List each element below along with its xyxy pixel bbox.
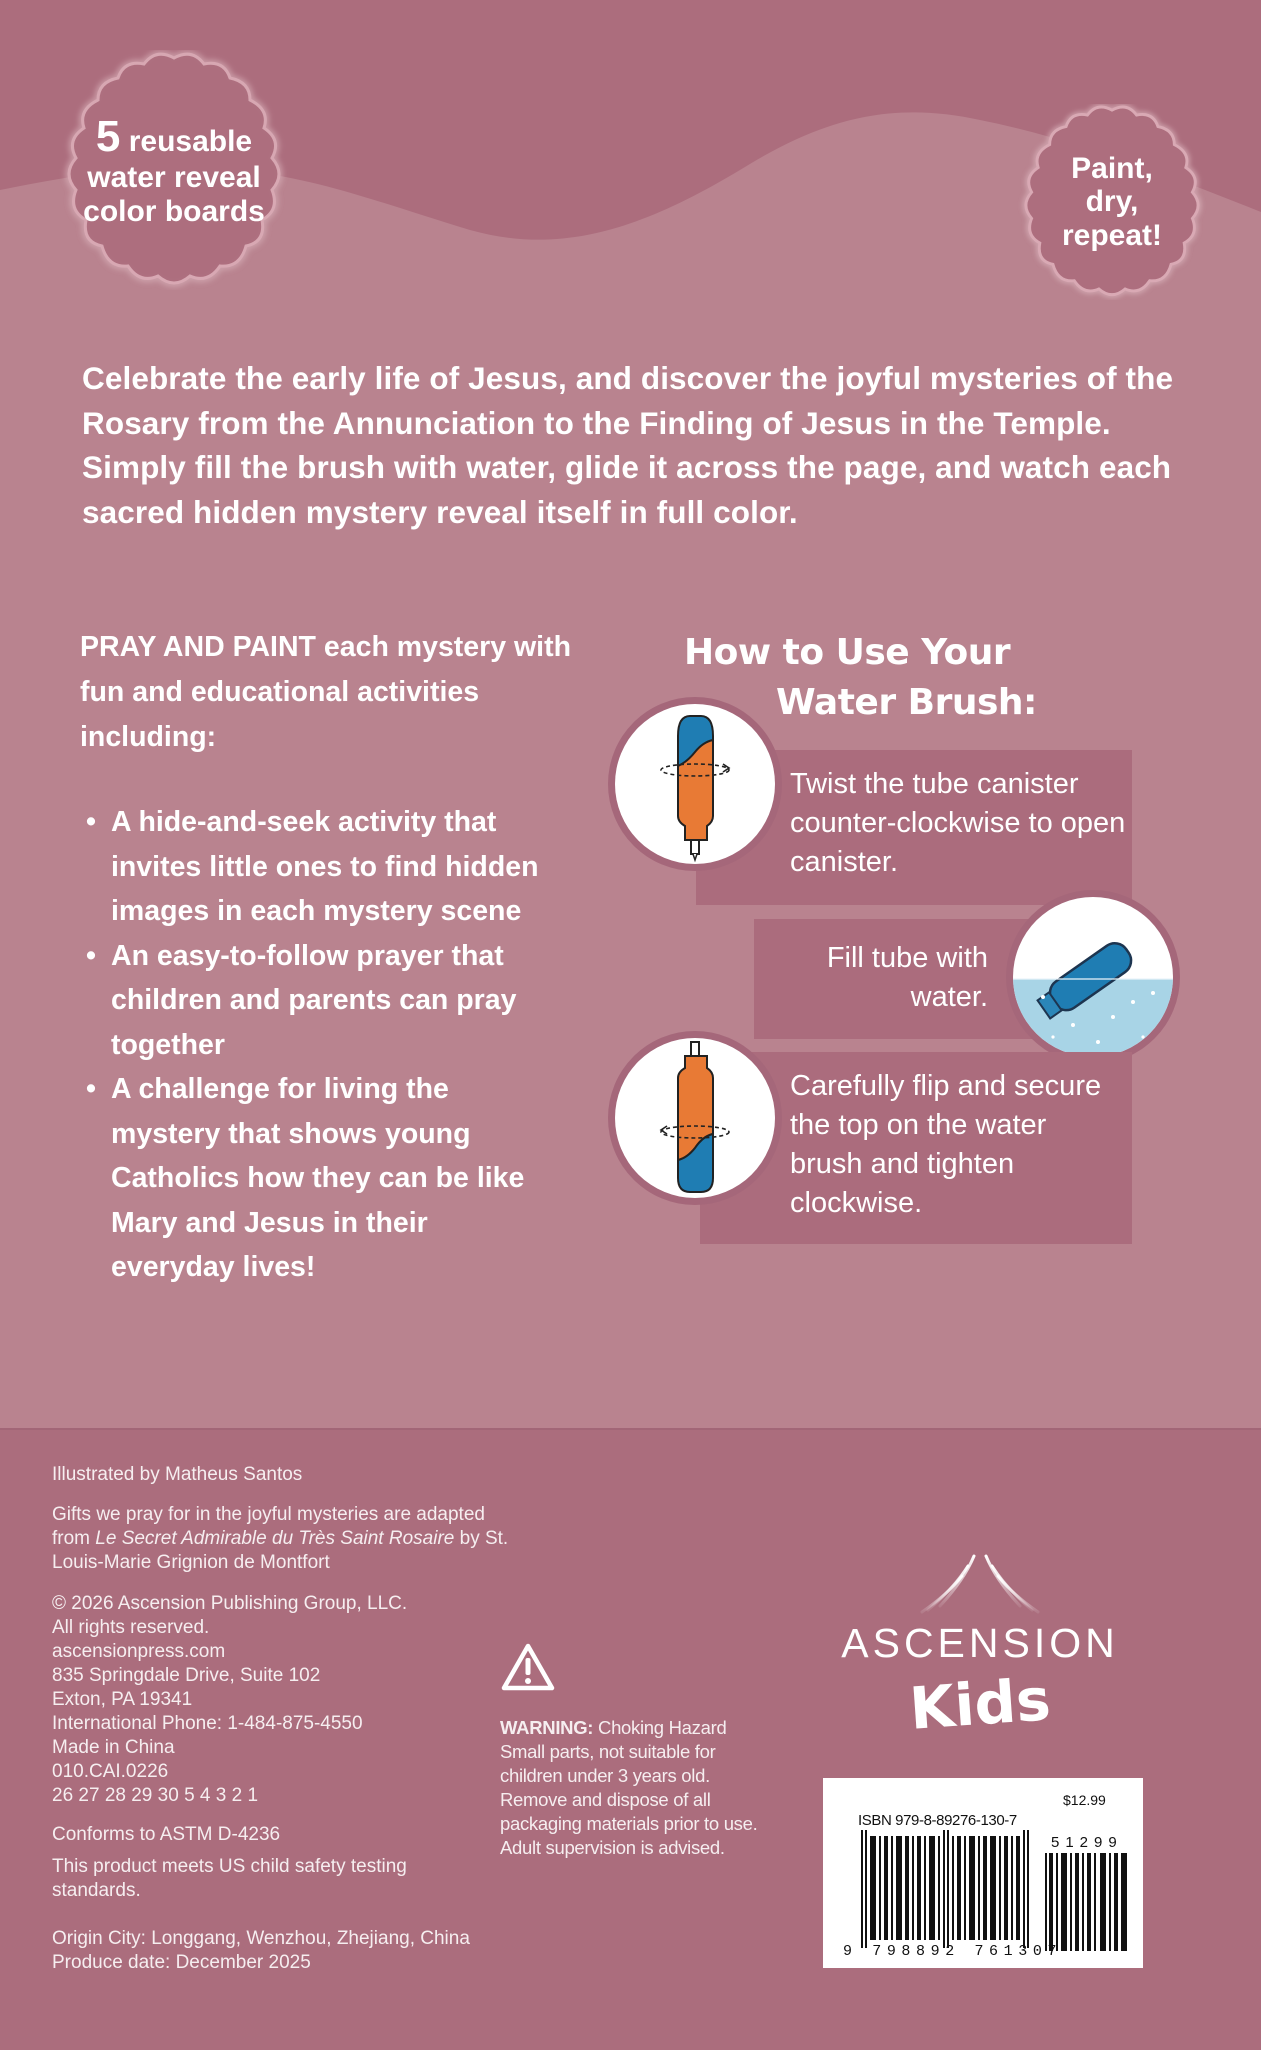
- brush-twist-open-icon: [615, 704, 775, 864]
- badge-line: dry,: [1085, 185, 1139, 219]
- ean-digits: [843, 1943, 1062, 1960]
- website: ascensionpress.com: [52, 1641, 226, 1662]
- badge-line: Paint,: [1071, 151, 1153, 185]
- gifts-credit: [52, 1503, 512, 1575]
- badge-line: water reveal: [87, 161, 261, 195]
- list-item: [84, 800, 544, 934]
- list-item-text: An easy-to-follow prayer that children and parents can pray together: [111, 939, 517, 1061]
- produce-date: Produce date: December 2025: [52, 1952, 311, 1973]
- warning-line: Remove and dispose of all: [500, 1789, 711, 1810]
- ascension-rays-icon: [830, 1540, 1130, 1620]
- phone: International Phone: 1-484-875-4550: [52, 1713, 363, 1734]
- activities-list: [84, 800, 544, 1290]
- rights: All rights reserved.: [52, 1617, 210, 1638]
- warning-text: [500, 1716, 800, 1860]
- illustrator-credit: Illustrated by Matheus Santos: [52, 1464, 303, 1485]
- warning-triangle-icon: [500, 1642, 556, 1692]
- intro-description: Celebrate the early life of Jesus, and discover the joyful mysteries of the Rosary from the Annunciation to the Finding of Jesus in the Temple. Simply fill the brush with water, glide it across the page, and watch each sacred hidden mystery reveal itself in full color.: [82, 360, 1174, 530]
- list-item-text: A challenge for living the mystery that shows young Catholics how they can be like Mary and Jesus in their everyday lives!: [111, 1073, 525, 1283]
- logo-brand: ASCENSION: [841, 1620, 1119, 1666]
- warning-label: WARNING:: [500, 1717, 594, 1738]
- warning-line: children under 3 years old.: [500, 1765, 710, 1786]
- brush-twist-close-icon: [615, 1038, 775, 1198]
- badge-number: 5: [95, 111, 121, 161]
- step-1-text: Twist the tube canister counter-clockwise to open canister.: [790, 768, 1126, 878]
- publisher-info: [52, 1592, 512, 1808]
- warning-line: Adult supervision is advised.: [500, 1837, 725, 1858]
- gifts-credit-text: Gifts we pray for in the joyful mysteries are adapted from: [52, 1504, 485, 1549]
- book-title: Le Secret Admirable du Très Saint Rosaire: [95, 1528, 455, 1549]
- price-addon-barcode: [1045, 1853, 1127, 1951]
- step-3-text: Carefully flip and secure the top on the water brush and tighten clockwise.: [790, 1070, 1102, 1219]
- ean-left-digits: 798892: [872, 1943, 960, 1960]
- badge-line: reusable: [128, 124, 253, 158]
- paint-dry-repeat-badge: [1014, 104, 1210, 300]
- price: $12.99: [1063, 1792, 1106, 1808]
- step-2-text: Fill tube with water.: [826, 942, 988, 1013]
- isbn-barcode: [861, 1830, 1031, 1948]
- price-addon-digits: 51299: [1051, 1834, 1123, 1851]
- ean-right-digits: 761307: [974, 1943, 1063, 1960]
- logo-sub: Kids: [907, 1665, 1053, 1743]
- bullet-icon: •: [86, 806, 96, 838]
- ascension-kids-logo: [830, 1540, 1130, 1750]
- printing-line: 26 27 28 29 30 5 4 3 2 1: [52, 1785, 259, 1806]
- warning-line: packaging materials prior to use.: [500, 1813, 758, 1834]
- isbn: ISBN 979-8-89276-130-7: [858, 1812, 1017, 1829]
- made-in: Made in China: [52, 1737, 175, 1758]
- list-item: [84, 934, 544, 1068]
- warning-line: Small parts, not suitable for: [500, 1741, 716, 1762]
- list-item: [84, 1067, 544, 1290]
- safety-statement: This product meets US child safety testing standards.: [52, 1856, 407, 1901]
- address-city: Exton, PA 19341: [52, 1689, 193, 1710]
- warning-hazard: Choking Hazard: [593, 1717, 727, 1738]
- product-code: 010.CAI.0226: [52, 1761, 169, 1782]
- bullet-icon: •: [86, 1073, 96, 1105]
- howto-title: [684, 628, 1037, 728]
- pray-and-paint-lead: PRAY AND PAINT: [80, 631, 316, 663]
- gifts-credit-text: by St. Louis-Marie Grignion de Montfort: [52, 1528, 509, 1573]
- list-item-text: A hide-and-seek activity that invites little ones to find hidden images in each mystery scene: [111, 806, 539, 927]
- howto-title-line: Water Brush:: [776, 682, 1037, 723]
- pray-and-paint-heading: [80, 625, 600, 760]
- howto-title-line: How to Use Your: [684, 632, 1011, 673]
- tube-in-water-icon: [1013, 897, 1173, 1057]
- ean-first-digit: 9: [843, 1943, 858, 1960]
- address-street: 835 Springdale Drive, Suite 102: [52, 1665, 321, 1686]
- badge-line: color boards: [83, 194, 265, 228]
- badge-line: repeat!: [1061, 218, 1163, 252]
- copyright: © 2026 Ascension Publishing Group, LLC.: [52, 1593, 408, 1614]
- astm-conformance: Conforms to ASTM D-4236: [52, 1824, 281, 1845]
- bullet-icon: •: [86, 939, 96, 972]
- reusable-boards-badge: [52, 50, 296, 290]
- origin-city: Origin City: Longgang, Wenzhou, Zhejiang, China: [52, 1928, 470, 1949]
- pray-and-paint-rest: each mystery with fun and educational activities including:: [80, 631, 571, 753]
- barcode-label: [823, 1778, 1143, 1968]
